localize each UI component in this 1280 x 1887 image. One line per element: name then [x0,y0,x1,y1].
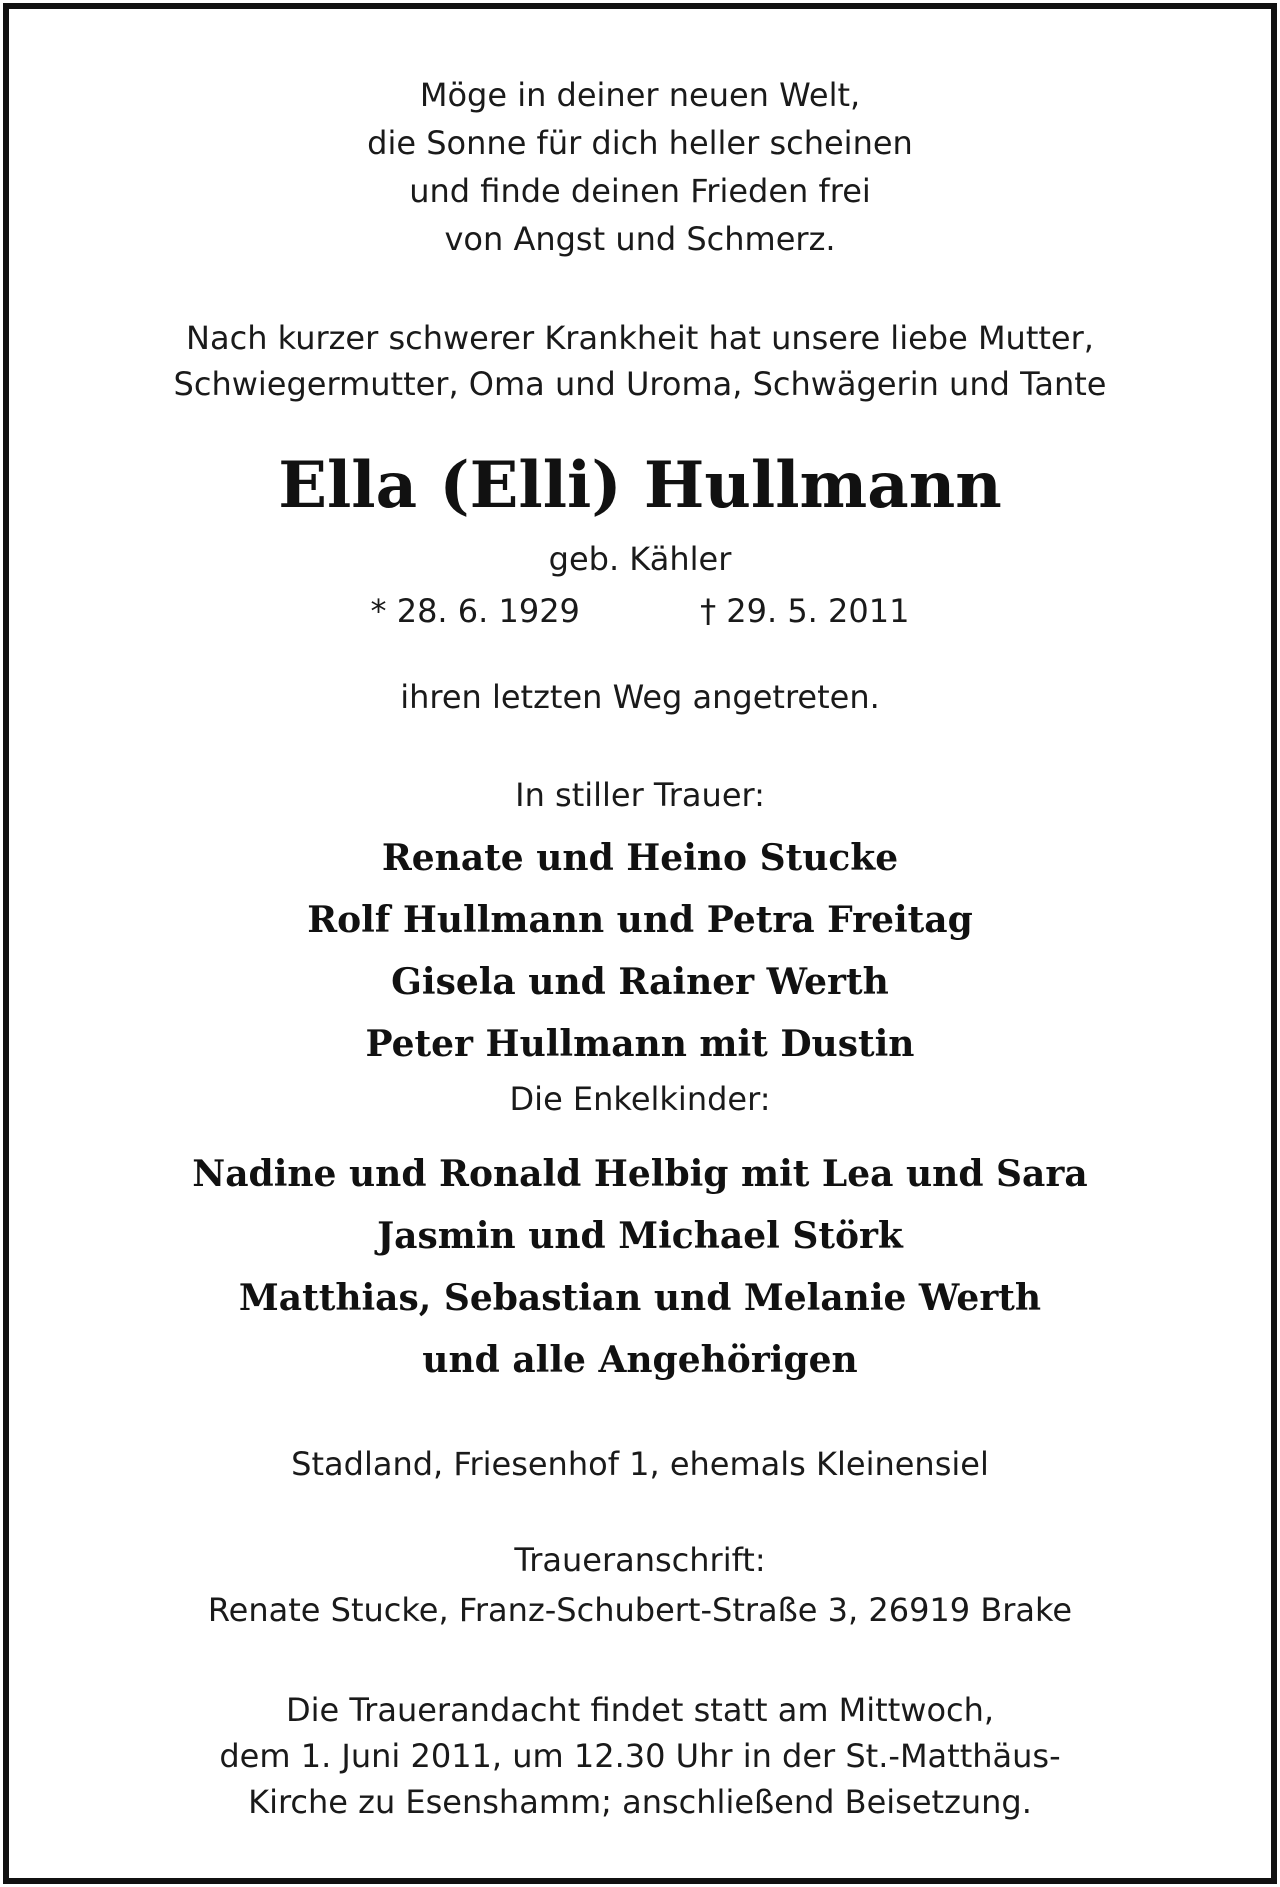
mourners-list [9,827,1271,1075]
poem-line: von Angst und Schmerz. [444,220,836,258]
intro-line: Nach kurzer schwerer Krankheit hat unsere liebe Mutter, [186,319,1094,357]
mourning-address: Renate Stucke, Franz-Schubert-Straße 3, 26919 Brake [207,1591,1073,1629]
service-notice [9,1687,1271,1825]
poem-line: Möge in deiner neuen Welt, [419,76,861,114]
poem-line: die Sonne für dich heller scheinen [367,124,913,162]
intro-text [9,315,1271,407]
poem [9,71,1271,263]
last-way-text: ihren letzten Weg angetreten. [400,678,880,716]
obituary-frame [3,3,1277,1884]
grandchild-entry: Jasmin und Michael Störk [377,1215,903,1257]
grandchild-entry: Nadine und Ronald Helbig mit Lea und Sara [192,1153,1088,1195]
mourning-label: In stiller Trauer: [515,776,765,814]
mourning-address-label: Traueranschrift: [514,1541,766,1579]
grandchild-entry: und alle Angehörigen [422,1339,858,1381]
residence: Stadland, Friesenhof 1, ehemals Kleinensiel [291,1445,989,1483]
service-line: Die Trauerandacht findet statt am Mittwoch, [285,1691,995,1729]
grandchildren-label: Die Enkelkinder: [509,1080,771,1118]
service-line: Kirche zu Esenshamm; anschließend Beisetzung. [248,1783,1032,1821]
death-date: † 29. 5. 2011 [700,592,910,630]
deceased-name: Ella (Elli) Hullmann [278,448,1002,523]
birth-date: * 28. 6. 1929 [370,592,580,630]
mourner-entry: Peter Hullmann mit Dustin [365,1023,915,1065]
mourner-entry: Rolf Hullmann und Petra Freitag [307,899,973,941]
mourner-entry: Renate und Heino Stucke [381,837,899,879]
poem-line: und finde deinen Frieden frei [409,172,871,210]
intro-line: Schwiegermutter, Oma und Uroma, Schwägerin und Tante [173,365,1107,403]
mourner-entry: Gisela und Rainer Werth [391,961,889,1003]
maiden-name: geb. Kähler [548,540,732,578]
service-line: dem 1. Juni 2011, um 12.30 Uhr in der St.-Matthäus- [219,1737,1061,1775]
life-dates [9,587,1271,635]
grandchild-entry: Matthias, Sebastian und Melanie Werth [238,1277,1042,1319]
grandchildren-list [9,1143,1271,1391]
